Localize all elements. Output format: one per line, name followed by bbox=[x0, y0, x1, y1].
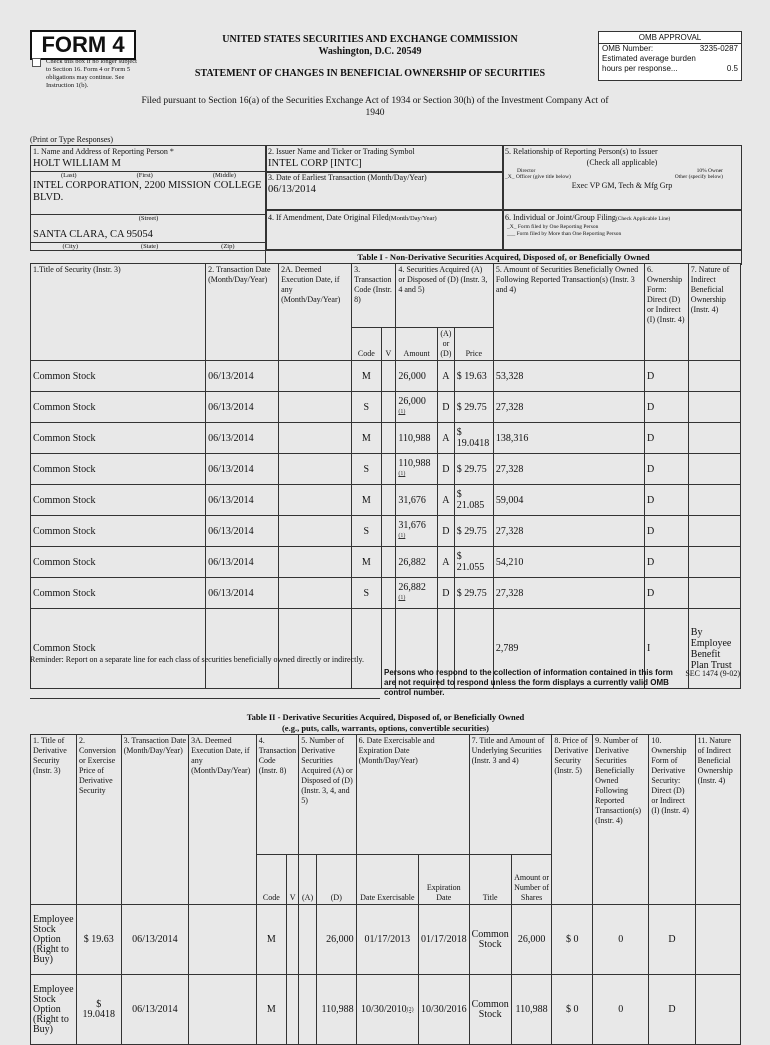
t1-form: D bbox=[647, 556, 655, 568]
table2-subtitle: (e.g., puts, calls, warrants, options, convertible securities) bbox=[281, 723, 490, 733]
t2-h6: 6. Date Exercisable and Expiration Date (Month/Day/Year) bbox=[356, 735, 469, 855]
t2-title: Employee Stock Option (Right to Buy) bbox=[33, 983, 74, 1035]
t1-title: Common Stock bbox=[33, 494, 96, 506]
agency-name: UNITED STATES SECURITIES AND EXCHANGE COMMISSION bbox=[222, 34, 518, 45]
print-note: (Print or Type Responses) bbox=[30, 135, 114, 144]
reporting-city: SANTA CLARA, CA 95054 bbox=[33, 229, 153, 240]
t2-owned: 0 bbox=[618, 1003, 624, 1015]
issuer-name: INTEL CORP [INTC] bbox=[268, 158, 362, 169]
t2-amount-col: Amount or Number of Shares bbox=[511, 855, 552, 905]
t2-price: $ 19.0418 bbox=[82, 998, 115, 1020]
t2-exer: 01/17/2013 bbox=[364, 933, 411, 945]
amendment-hint: (Month/Day/Year) bbox=[388, 215, 437, 222]
t2-row bbox=[31, 975, 741, 1045]
t1-row bbox=[31, 485, 741, 516]
t2-exp: 01/17/2018 bbox=[421, 933, 467, 945]
t1-title: Common Stock bbox=[33, 643, 96, 654]
other-option: Other (specify below) bbox=[674, 174, 723, 180]
t1-owned: 27,328 bbox=[495, 587, 524, 599]
footnote-link[interactable]: (2) bbox=[406, 1006, 414, 1013]
t2-h7: 7. Title and Amount of Underlying Securities (Instr. 3 and 4) bbox=[469, 735, 552, 855]
t1-nature: By Employee Benefit Plan Trust bbox=[690, 626, 732, 671]
t1-h4: 4. Securities Acquired (A) or Disposed of (D) (Instr. 3, 4 and 5) bbox=[396, 264, 494, 328]
t1-title: Common Stock bbox=[33, 370, 96, 382]
relationship-label: 5. Relationship of Reporting Person(s) to Issuer bbox=[505, 147, 658, 156]
t1-owned: 27,328 bbox=[495, 463, 524, 475]
t1-owned: 59,004 bbox=[495, 494, 524, 506]
t1-form: D bbox=[647, 463, 655, 475]
t2-date: 06/13/2014 bbox=[132, 1003, 178, 1015]
t2-code: Code bbox=[256, 855, 286, 905]
reporting-person-name: HOLT WILLIAM M bbox=[33, 158, 121, 169]
t1-row bbox=[31, 454, 741, 485]
t1-amount-val: 110,988 bbox=[398, 458, 431, 469]
officer-option: _X_ Officer (give title below) bbox=[505, 174, 571, 180]
t2-under: Common Stock bbox=[471, 928, 509, 950]
first-label: (First) bbox=[136, 172, 153, 179]
reporting-address: INTEL CORPORATION, 2200 MISSION COLLEGE BLVD. bbox=[33, 180, 262, 203]
t1-date: 06/13/2014 bbox=[208, 494, 254, 506]
t1-form: D bbox=[647, 494, 655, 506]
t1-price-val: $ 29.75 bbox=[456, 463, 487, 475]
t2-h2: 2. Conversion or Exercise Price of Derivative Security bbox=[76, 735, 121, 905]
t2-dprice: $ 0 bbox=[565, 1003, 579, 1015]
t1-owned: 2,789 bbox=[495, 643, 519, 654]
no-longer-subject-checkbox[interactable] bbox=[32, 58, 41, 67]
t1-h7: 7. Nature of Indirect Beneficial Ownership (Instr. 4) bbox=[688, 264, 740, 361]
form-title: FORM 4 bbox=[30, 30, 136, 60]
t1-title: Common Stock bbox=[33, 556, 96, 568]
t1-owned: 54,210 bbox=[495, 556, 524, 568]
t1-price: Price bbox=[454, 328, 493, 361]
t1-code-val: M bbox=[361, 432, 371, 444]
t1-row bbox=[31, 578, 741, 609]
t2-d-val: 26,000 bbox=[326, 933, 354, 945]
t2-h3: 3. Transaction Date (Month/Day/Year) bbox=[121, 735, 189, 905]
filing-box bbox=[502, 209, 742, 251]
omb-approval-box bbox=[598, 31, 742, 81]
reporting-person-box bbox=[30, 145, 267, 251]
t1-form: D bbox=[647, 432, 655, 444]
t1-owned: 138,316 bbox=[495, 432, 529, 444]
t2-expiration: Expiration Date bbox=[419, 855, 470, 905]
footnote-link[interactable]: (1) bbox=[398, 595, 406, 601]
t1-amount-val: 26,000 bbox=[398, 370, 426, 382]
t1-h2: 2. Transaction Date (Month/Day/Year) bbox=[206, 264, 279, 361]
t2-exer: 10/30/2010 bbox=[361, 1003, 407, 1015]
agency-location: Washington, D.C. 20549 bbox=[318, 46, 422, 57]
footnote-link[interactable]: (1) bbox=[398, 533, 406, 539]
director-option: Director bbox=[517, 168, 536, 174]
t1-date: 06/13/2014 bbox=[208, 463, 254, 475]
t1-date: 06/13/2014 bbox=[208, 432, 254, 444]
table1-title: Table I - Non-Derivative Securities Acquired, Disposed of, or Beneficially Owned bbox=[265, 249, 742, 265]
earliest-date-label: 3. Date of Earliest Transaction (Month/Day/Year) bbox=[268, 173, 427, 182]
t1-price-val: $ 21.085 bbox=[456, 489, 485, 511]
omb-hours: 0.5 bbox=[726, 64, 738, 73]
t2-form: D bbox=[668, 1003, 676, 1015]
t2-d: (D) bbox=[316, 855, 356, 905]
t1-row bbox=[31, 361, 741, 392]
omb-hours-label: hours per response... bbox=[602, 64, 678, 73]
t1-code-val: M bbox=[361, 494, 371, 506]
t1-ad-val: D bbox=[442, 525, 450, 537]
t2-h5: 5. Number of Derivative Securities Acquired (A) or Disposed of (D) (Instr. 3, 4, and 5) bbox=[299, 735, 356, 855]
t1-amount-val: 31,676 bbox=[398, 494, 426, 506]
t2-owned: 0 bbox=[618, 933, 624, 945]
t2-code-val: M bbox=[266, 933, 276, 945]
t1-amount-val: 110,988 bbox=[398, 432, 431, 444]
t1-amount-val: 31,676 bbox=[398, 520, 426, 531]
t1-ad-val: A bbox=[442, 494, 450, 506]
amendment-box bbox=[265, 209, 504, 251]
t1-price-val: $ 21.055 bbox=[456, 551, 485, 573]
t2-exp: 10/30/2016 bbox=[421, 1003, 467, 1015]
officer-title: Exec VP GM, Tech & Mfg Grp bbox=[571, 181, 673, 190]
t1-owned: 53,328 bbox=[495, 370, 524, 382]
t1-ad-val: D bbox=[442, 401, 450, 413]
earliest-date: 06/13/2014 bbox=[268, 184, 316, 195]
t1-price-val: $ 29.75 bbox=[456, 525, 487, 537]
t1-date: 06/13/2014 bbox=[208, 525, 254, 537]
issuer-box bbox=[265, 145, 504, 173]
zip-label: (Zip) bbox=[221, 243, 235, 250]
t1-row bbox=[31, 423, 741, 454]
t2-h10: 10. Ownership Form of Derivative Security: Direct (D) or Indirect (I) (Instr. 4) bbox=[649, 735, 695, 905]
t2-code-val: M bbox=[266, 1003, 276, 1015]
t1-code: Code bbox=[352, 328, 382, 361]
statement-title: STATEMENT OF CHANGES IN BENEFICIAL OWNERSHIP OF SECURITIES bbox=[194, 68, 546, 79]
state-label: (State) bbox=[140, 243, 159, 250]
issuer-label: 2. Issuer Name and Ticker or Trading Symbol bbox=[268, 147, 415, 156]
t2-h4: 4. Transaction Code (Instr. 8) bbox=[256, 735, 298, 855]
t1-title: Common Stock bbox=[33, 587, 96, 599]
last-label: (Last) bbox=[61, 172, 77, 179]
t1-form: D bbox=[647, 401, 655, 413]
t2-h1: 1. Title of Derivative Security (Instr. 3) bbox=[31, 735, 77, 905]
t1-title: Common Stock bbox=[33, 463, 96, 475]
t1-form: I bbox=[647, 643, 651, 654]
t2-h8: 8. Price of Derivative Security (Instr. 5) bbox=[552, 735, 593, 905]
filing-one: _X_ Form filed by One Reporting Person bbox=[507, 224, 599, 230]
t2-title: Employee Stock Option (Right to Buy) bbox=[33, 913, 74, 965]
t2-form: D bbox=[668, 933, 676, 945]
t1-code-val: M bbox=[361, 370, 371, 382]
t1-row bbox=[31, 516, 741, 547]
t1-code-val: S bbox=[363, 401, 370, 413]
t2-amt: 110,988 bbox=[515, 1003, 548, 1015]
t1-h3: 3. Transaction Code (Instr. 8) bbox=[352, 264, 396, 328]
earliest-date-box bbox=[265, 171, 504, 211]
t2-amt: 26,000 bbox=[517, 933, 546, 945]
footnote-link[interactable]: (1) bbox=[398, 409, 406, 415]
street-label: (Street) bbox=[31, 214, 266, 223]
t1-date: 06/13/2014 bbox=[208, 556, 254, 568]
t1-row bbox=[31, 547, 741, 578]
t1-h1: 1.Title of Security (Instr. 3) bbox=[31, 264, 206, 361]
t2-title-col: Title bbox=[469, 855, 511, 905]
t2-d-val: 110,988 bbox=[321, 1003, 354, 1015]
filed-pursuant: Filed pursuant to Section 16(a) of the Securities Exchange Act of 1934 or Section 30(h) of the Investment Company Act of 1940 bbox=[141, 96, 609, 118]
derivative-table bbox=[30, 734, 741, 1045]
t1-price-val: $ 19.0418 bbox=[456, 427, 490, 449]
omb-number-label: OMB Number: bbox=[602, 44, 654, 53]
t2-dprice: $ 0 bbox=[565, 933, 579, 945]
omb-number: 3235-0287 bbox=[699, 44, 738, 53]
t1-amount-val: 26,882 bbox=[398, 556, 426, 568]
t1-amount-val: 26,882 bbox=[398, 582, 426, 593]
table2-title: Table II - Derivative Securities Acquired, Disposed of, or Beneficially Owned bbox=[246, 712, 525, 722]
omb-title: OMB APPROVAL bbox=[599, 32, 741, 44]
t1-h6: 6. Ownership Form: Direct (D) or Indirect (I) (Instr. 4) bbox=[645, 264, 689, 361]
relationship-box bbox=[502, 145, 742, 211]
city-label: (City) bbox=[62, 243, 78, 250]
t2-h9: 9. Number of Derivative Securities Beneficially Owned Following Reported Transaction(s) (Instr. 4) bbox=[593, 735, 649, 905]
t1-owned: 27,328 bbox=[495, 525, 524, 537]
t1-code-val: S bbox=[363, 587, 370, 599]
t1-amount-val: 26,000 bbox=[398, 396, 426, 407]
t2-h11: 11. Nature of Indirect Beneficial Ownership (Instr. 4) bbox=[695, 735, 740, 905]
t1-form: D bbox=[647, 370, 655, 382]
t1-ad-val: D bbox=[442, 587, 450, 599]
filing-hint: (Check Applicable Line) bbox=[615, 216, 671, 222]
t2-row bbox=[31, 905, 741, 975]
t1-amount: Amount bbox=[396, 328, 438, 361]
t1-h5: 5. Amount of Securities Beneficially Owned Following Reported Transaction(s) (Instr. 3 and 4) bbox=[493, 264, 644, 361]
t1-form: D bbox=[647, 587, 655, 599]
t1-row bbox=[31, 392, 741, 423]
t1-title: Common Stock bbox=[33, 401, 96, 413]
sec-number: SEC 1474 (9-02) bbox=[685, 669, 740, 678]
middle-label: (Middle) bbox=[212, 172, 236, 179]
t2-v: V bbox=[287, 855, 299, 905]
owner-option: 10% Owner bbox=[696, 168, 723, 174]
t1-ad-val: A bbox=[442, 370, 450, 382]
omb-control-notice: Persons who respond to the collection of information contained in this form are not required to respond unless the form displays a currently valid OMB control number. bbox=[384, 668, 673, 697]
amendment-label: 4. If Amendment, Date Original Filed bbox=[268, 213, 389, 222]
t1-owned: 27,328 bbox=[495, 401, 524, 413]
t2-under: Common Stock bbox=[471, 998, 509, 1020]
t1-code-val: M bbox=[361, 556, 371, 568]
t1-price-val: $ 29.75 bbox=[456, 401, 487, 413]
non-derivative-table bbox=[30, 263, 741, 689]
t1-ad-val: A bbox=[442, 556, 450, 568]
filing-label: 6. Individual or Joint/Group Filing bbox=[505, 213, 616, 222]
t1-date: 06/13/2014 bbox=[208, 401, 254, 413]
t2-price: $ 19.63 bbox=[83, 933, 114, 945]
t2-exercisable: Date Exercisable bbox=[356, 855, 418, 905]
t1-v: V bbox=[381, 328, 396, 361]
reminder-text: Reminder: Report on a separate line for each class of securities beneficially owned directly or indirectly. bbox=[30, 655, 365, 664]
filing-more: ___ Form filed by More than One Reporting Person bbox=[507, 230, 622, 237]
t1-form: D bbox=[647, 525, 655, 537]
footnote-link[interactable]: (1) bbox=[398, 471, 406, 477]
relationship-sub: (Check all applicable) bbox=[586, 158, 658, 167]
t1-date: 06/13/2014 bbox=[208, 370, 254, 382]
t1-ad-val: D bbox=[442, 463, 450, 475]
t1-price-val: $ 19.63 bbox=[456, 370, 487, 382]
t1-title: Common Stock bbox=[33, 525, 96, 537]
t1-title: Common Stock bbox=[33, 432, 96, 444]
t2-h3a: 3A. Deemed Execution Date, if any (Month/Day/Year) bbox=[189, 735, 257, 905]
t1-price-val: $ 29.75 bbox=[456, 587, 487, 599]
t2-a: (A) bbox=[299, 855, 317, 905]
t2-date: 06/13/2014 bbox=[132, 933, 178, 945]
omb-burden-label: Estimated average burden bbox=[602, 54, 696, 63]
reporting-person-label: 1. Name and Address of Reporting Person * bbox=[33, 147, 174, 156]
t1-date: 06/13/2014 bbox=[208, 587, 254, 599]
t1-code-val: S bbox=[363, 463, 370, 475]
t1-h2a: 2A. Deemed Execution Date, if any (Month/Day/Year) bbox=[279, 264, 352, 361]
check-box-note: Check this box if no longer subject to Section 16. Form 4 or Form 5 obligations may continue. See Instruction 1(b). bbox=[46, 58, 137, 89]
t1-aord: (A) or (D) bbox=[438, 328, 455, 361]
t1-code-val: S bbox=[363, 525, 370, 537]
t1-ad-val: A bbox=[442, 432, 450, 444]
